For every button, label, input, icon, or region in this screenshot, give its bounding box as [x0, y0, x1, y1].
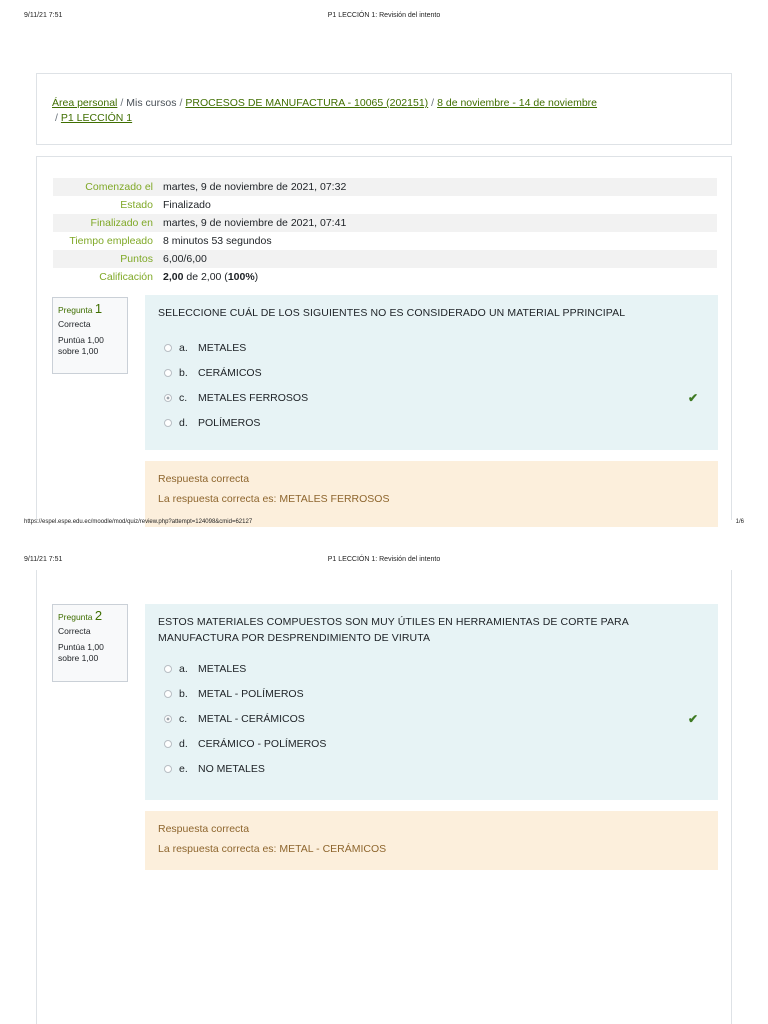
summary-value: Finalizado: [163, 199, 211, 211]
check-icon: ✔: [688, 390, 699, 405]
radio-icon[interactable]: [164, 419, 172, 427]
question-state: Correcta: [58, 626, 91, 636]
summary-row: [53, 214, 717, 232]
summary-label: Puntos: [120, 253, 153, 265]
answer-text: METALES: [198, 662, 247, 675]
answer-letter: c.: [179, 712, 188, 725]
answer-letter: a.: [179, 662, 188, 675]
summary-value: 6,00/6,00: [163, 253, 207, 265]
question-label: Pregunta: [58, 305, 93, 315]
check-icon: ✔: [688, 711, 699, 726]
question-info: [52, 297, 128, 374]
question-content: [145, 604, 718, 800]
answer-text: POLÍMEROS: [198, 416, 261, 429]
grade-of: de 2,00 (: [186, 271, 228, 283]
summary-label: Finalizado en: [90, 217, 153, 229]
feedback-text: La respuesta correcta es: METAL - CERÁMICOS: [158, 843, 387, 855]
grade-value: 2,00: [163, 271, 184, 283]
answer-text: METAL - CERÁMICOS: [198, 712, 305, 725]
breadcrumb-separator: /: [55, 112, 58, 124]
answer-text: CERÁMICOS: [198, 366, 262, 379]
question-number-value: 1: [94, 301, 103, 316]
summary-row: [53, 250, 717, 268]
summary-label: Tiempo empleado: [69, 235, 153, 247]
summary-row: [53, 196, 717, 214]
feedback-title: Respuesta correcta: [158, 823, 250, 835]
radio-icon[interactable]: [164, 344, 172, 352]
print-page-number: 1/6: [735, 519, 744, 525]
quiz-review-card-continued: [36, 570, 732, 1024]
print-date: 9/11/21 7:51: [24, 12, 63, 19]
answer-option[interactable]: [158, 706, 705, 731]
breadcrumb-separator: /: [179, 97, 183, 109]
answer-option[interactable]: [158, 410, 705, 435]
question-number: [58, 610, 122, 623]
answer-letter: a.: [179, 341, 188, 354]
answer-letter: e.: [179, 762, 188, 775]
summary-value: 8 minutos 53 segundos: [163, 235, 272, 247]
radio-icon[interactable]: [164, 369, 172, 377]
feedback-text: La respuesta correcta es: METALES FERROSOS: [158, 493, 390, 505]
answer-list: [158, 335, 705, 435]
question-grade: Puntúa 1,00 sobre 1,00: [58, 335, 104, 356]
print-url: https://espel.espe.edu.ec/moodle/mod/quiz/review.php?attempt=124098&cmid=62127: [24, 519, 253, 525]
answer-letter: b.: [179, 687, 188, 700]
print-date: 9/11/21 7:51: [24, 556, 63, 563]
answer-option[interactable]: [158, 756, 705, 781]
question-content: [145, 295, 718, 450]
question-number: [58, 303, 122, 316]
answer-option[interactable]: [158, 385, 705, 410]
question-label: Pregunta: [58, 612, 93, 622]
breadcrumb-separator: /: [431, 97, 435, 109]
breadcrumb-quiz-link[interactable]: P1 LECCIÓN 1: [60, 112, 133, 124]
summary-label: Calificación: [99, 271, 153, 283]
radio-icon[interactable]: [164, 765, 172, 773]
quiz-review-card: [36, 156, 732, 520]
breadcrumb-course-link[interactable]: PROCESOS DE MANUFACTURA - 10065 (202151): [185, 97, 429, 109]
radio-checked-icon[interactable]: [164, 394, 172, 402]
summary-value: martes, 9 de noviembre de 2021, 07:32: [163, 181, 347, 193]
print-title: P1 LECCIÓN 1: Revisión del intento: [327, 556, 441, 563]
radio-icon[interactable]: [164, 665, 172, 673]
page-break: [0, 527, 768, 570]
attempt-summary-table: [53, 178, 717, 286]
summary-row: [53, 268, 717, 286]
question-text: SELECCIONE CUÁL DE LOS SIGUIENTES NO ES CONSIDERADO UN MATERIAL PPRINCIPAL: [158, 307, 626, 319]
radio-checked-icon[interactable]: [164, 715, 172, 723]
answer-text: METAL - POLÍMEROS: [198, 687, 304, 700]
answer-letter: d.: [179, 737, 188, 750]
grade-percent: 100%: [227, 271, 255, 283]
answer-option[interactable]: [158, 335, 705, 360]
summary-row: [53, 178, 717, 196]
answer-letter: b.: [179, 366, 188, 379]
grade-close: ): [254, 271, 259, 283]
breadcrumb: [52, 96, 692, 126]
breadcrumb-home-link[interactable]: Área personal: [52, 97, 118, 109]
answer-letter: c.: [179, 391, 188, 404]
answer-text: METALES FERROSOS: [198, 391, 309, 404]
summary-value: martes, 9 de noviembre de 2021, 07:41: [163, 217, 347, 229]
answer-option[interactable]: [158, 360, 705, 385]
feedback-title: Respuesta correcta: [158, 473, 250, 485]
breadcrumb-courses: Mis cursos: [126, 97, 177, 109]
print-title: P1 LECCIÓN 1: Revisión del intento: [327, 12, 441, 19]
question-number-value: 2: [94, 608, 103, 623]
question-text: ESTOS MATERIALES COMPUESTOS SON MUY ÚTILES EN HERRAMIENTAS DE CORTE PARA MANUFACTURA POR DESPRENDIMIENTO DE VIRUTA: [158, 616, 629, 644]
answer-text: CERÁMICO - POLÍMEROS: [198, 737, 327, 750]
summary-row: [53, 232, 717, 250]
breadcrumb-week-link[interactable]: 8 de noviembre - 14 de noviembre: [437, 97, 598, 109]
answer-text: METALES: [198, 341, 247, 354]
summary-label: Comenzado el: [85, 181, 153, 193]
question-state: Correcta: [58, 319, 91, 329]
question-grade: Puntúa 1,00 sobre 1,00: [58, 642, 104, 663]
answer-text: NO METALES: [198, 762, 265, 775]
answer-option[interactable]: [158, 681, 705, 706]
breadcrumb-card: [36, 73, 732, 145]
answer-option[interactable]: [158, 731, 705, 756]
radio-icon[interactable]: [164, 740, 172, 748]
question-feedback: [145, 811, 718, 870]
answer-option[interactable]: [158, 656, 705, 681]
question-info: [52, 604, 128, 682]
breadcrumb-separator: /: [120, 97, 124, 109]
summary-label: Estado: [120, 199, 153, 211]
summary-value: [157, 268, 717, 286]
radio-icon[interactable]: [164, 690, 172, 698]
answer-letter: d.: [179, 416, 188, 429]
answer-list: [158, 656, 705, 781]
